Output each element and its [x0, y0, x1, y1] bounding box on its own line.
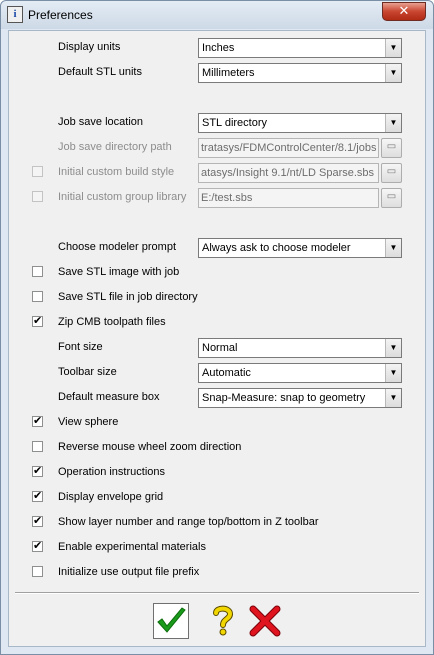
zip-cmb-label: Zip CMB toolpath files — [58, 316, 166, 328]
browse-build-style-button[interactable] — [381, 163, 402, 183]
row-reverse-mouse-wheel — [9, 438, 427, 458]
toolbar-size-label: Toolbar size — [58, 366, 117, 378]
green-checkmark-icon — [154, 604, 188, 638]
button-separator — [15, 592, 419, 594]
default-stl-units-select[interactable] — [198, 63, 402, 83]
initial-custom-group-library-checkbox[interactable] — [32, 191, 43, 202]
font-size-label: Font size — [58, 341, 103, 353]
display-units-label: Display units — [58, 41, 121, 53]
title-bar[interactable] — [1, 1, 433, 29]
zip-cmb-checkbox[interactable] — [32, 316, 43, 327]
show-layer-number-checkbox[interactable] — [32, 516, 43, 527]
initialize-output-prefix-label: Initialize use output file prefix — [58, 566, 200, 578]
save-stl-in-job-dir-label: Save STL file in job directory — [58, 291, 198, 303]
checkmark-icon: ✔ — [33, 314, 43, 327]
job-save-location-label: Job save location — [58, 116, 143, 128]
row-show-layer-number — [9, 513, 427, 533]
row-display-envelope-grid — [9, 488, 427, 508]
operation-instructions-checkbox[interactable] — [32, 466, 43, 477]
row-default-stl-units — [9, 63, 427, 83]
close-icon: ✕ — [398, 4, 410, 19]
checkmark-icon: ✔ — [33, 514, 43, 527]
job-save-directory-path-value: tratasys/FDMControlCenter/8.1/jobs — [201, 142, 377, 154]
default-measure-box-select[interactable] — [198, 388, 402, 408]
initial-custom-group-library-field[interactable] — [198, 188, 379, 208]
save-stl-image-label: Save STL image with job — [58, 266, 180, 278]
default-stl-units-value: Millimeters — [202, 67, 255, 79]
row-default-measure-box — [9, 388, 427, 408]
chevron-down-icon[interactable]: ▼ — [385, 389, 401, 407]
row-zip-cmb — [9, 313, 427, 333]
row-job-save-directory-path — [9, 138, 427, 158]
initial-custom-build-style-value: atasys/Insight 9.1/nt/LD Sparse.sbs — [201, 167, 375, 179]
operation-instructions-label: Operation instructions — [58, 466, 165, 478]
close-button[interactable] — [382, 2, 426, 21]
row-choose-modeler-prompt — [9, 238, 427, 258]
row-toolbar-size — [9, 363, 427, 383]
view-sphere-label: View sphere — [58, 416, 119, 428]
job-save-directory-path-field[interactable] — [198, 138, 379, 158]
default-measure-box-label: Default measure box — [58, 391, 160, 403]
checkmark-icon: ✔ — [33, 414, 43, 427]
row-initial-custom-build-style — [9, 163, 427, 183]
browse-icon: ▭ — [386, 191, 397, 202]
chevron-down-icon[interactable]: ▼ — [385, 39, 401, 57]
initial-custom-build-style-label: Initial custom build style — [58, 166, 175, 178]
row-initialize-output-prefix — [9, 563, 427, 583]
enable-experimental-label: Enable experimental materials — [58, 541, 206, 553]
initial-custom-build-style-field[interactable] — [198, 163, 379, 183]
row-font-size — [9, 338, 427, 358]
toolbar-size-value: Automatic — [202, 367, 251, 379]
reverse-mouse-wheel-checkbox[interactable] — [32, 441, 43, 452]
dialog-body — [8, 30, 426, 647]
job-save-location-select[interactable] — [198, 113, 402, 133]
row-view-sphere — [9, 413, 427, 433]
save-stl-image-checkbox[interactable] — [32, 266, 43, 277]
browse-icon: ▭ — [386, 141, 397, 152]
choose-modeler-prompt-select[interactable] — [198, 238, 402, 258]
display-envelope-grid-label: Display envelope grid — [58, 491, 164, 503]
initial-custom-build-style-checkbox[interactable] — [32, 166, 43, 177]
initial-custom-group-library-value: E:/test.sbs — [201, 192, 253, 204]
chevron-down-icon[interactable]: ▼ — [385, 364, 401, 382]
cancel-button[interactable] — [247, 603, 283, 639]
row-save-stl-image — [9, 263, 427, 283]
job-save-location-value: STL directory — [202, 117, 268, 129]
initial-custom-group-library-label: Initial custom group library — [58, 191, 187, 203]
chevron-down-icon[interactable]: ▼ — [385, 114, 401, 132]
default-stl-units-label: Default STL units — [58, 66, 142, 78]
save-stl-in-job-dir-checkbox[interactable] — [32, 291, 43, 302]
chevron-down-icon[interactable]: ▼ — [385, 339, 401, 357]
reverse-mouse-wheel-label: Reverse mouse wheel zoom direction — [58, 441, 242, 453]
help-button[interactable] — [205, 603, 241, 639]
info-app-icon: i — [7, 6, 23, 23]
display-units-value: Inches — [202, 42, 235, 54]
choose-modeler-prompt-label: Choose modeler prompt — [58, 241, 177, 253]
ok-button[interactable] — [153, 603, 189, 639]
checkmark-icon: ✔ — [33, 539, 43, 552]
yellow-question-icon — [205, 603, 241, 639]
red-x-icon — [247, 603, 283, 639]
row-job-save-location — [9, 113, 427, 133]
choose-modeler-prompt-value: Always ask to choose modeler — [202, 242, 351, 254]
row-enable-experimental — [9, 538, 427, 558]
font-size-value: Normal — [202, 342, 238, 354]
view-sphere-checkbox[interactable] — [32, 416, 43, 427]
toolbar-size-select[interactable] — [198, 363, 402, 383]
browse-icon: ▭ — [386, 166, 397, 177]
show-layer-number-label: Show layer number and range top/bottom in Z toolbar — [58, 516, 319, 528]
row-display-units — [9, 38, 427, 58]
checkmark-icon: ✔ — [33, 464, 43, 477]
display-units-select[interactable] — [198, 38, 402, 58]
checkmark-icon: ✔ — [33, 489, 43, 502]
font-size-select[interactable] — [198, 338, 402, 358]
row-initial-custom-group-library — [9, 188, 427, 208]
initialize-output-prefix-checkbox[interactable] — [32, 566, 43, 577]
row-save-stl-in-job-dir — [9, 288, 427, 308]
display-envelope-grid-checkbox[interactable] — [32, 491, 43, 502]
browse-group-library-button[interactable] — [381, 188, 402, 208]
job-save-directory-path-label: Job save directory path — [58, 141, 172, 153]
row-operation-instructions — [9, 463, 427, 483]
window-title: Preferences — [28, 8, 93, 22]
default-measure-box-value: Snap-Measure: snap to geometry — [202, 392, 366, 404]
enable-experimental-checkbox[interactable] — [32, 541, 43, 552]
chevron-down-icon[interactable]: ▼ — [385, 239, 401, 257]
chevron-down-icon[interactable]: ▼ — [385, 64, 401, 82]
browse-job-directory-button[interactable] — [381, 138, 402, 158]
